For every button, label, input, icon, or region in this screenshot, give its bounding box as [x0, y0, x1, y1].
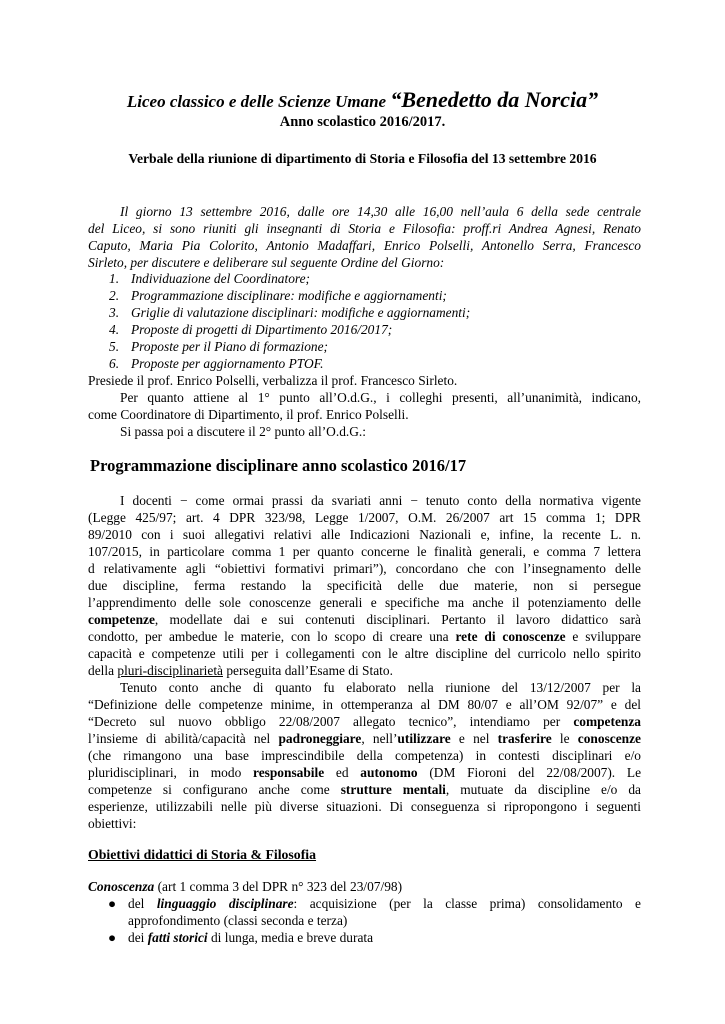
body-line: [88, 781, 641, 798]
body-text: e sviluppare: [565, 629, 641, 644]
body-text: del: [128, 896, 157, 911]
body-text: , modellate dai e sui contenuti disciplinari. Pertanto il lavoro didattico sarà: [154, 612, 641, 627]
bullet-item-continuation: approfondimento (classi seconda e terza): [128, 913, 348, 928]
body-text: : acquisizione (per la classe prima) consolidamento e: [293, 896, 642, 911]
body-text: competenze si configurano anche come: [88, 782, 341, 797]
knowledge-line: [88, 878, 402, 895]
body-text: e nel: [450, 731, 498, 746]
knowledge-reference: (art 1 comma 3 del DPR n° 323 del 23/07/98): [154, 879, 403, 894]
body-text: condotto, per ambedue le materie, con lo scopo di creare una: [88, 629, 456, 644]
body-line: I docenti − come ormai prassi da svariati anni − tenuto conto della normativa vigente: [120, 493, 641, 508]
body-text: di lunga, media e breve durata: [207, 930, 374, 945]
bold-term: competenze: [88, 612, 155, 627]
knowledge-label: Conoscenza: [88, 879, 155, 894]
body-text: della: [88, 663, 118, 678]
bullet-icon: ●: [108, 930, 117, 945]
body-line: “Definizione delle competenze minime, in ottemperanza al DM 80/07 e all’OM 92/07” e del: [88, 697, 641, 712]
agenda-item: [109, 355, 323, 372]
agenda-number: 3.: [109, 305, 120, 320]
agenda-item: [109, 338, 328, 355]
bullet-item: [108, 929, 373, 946]
school-year: Anno scolastico 2016/2017.: [279, 114, 446, 130]
body-line: (che rimangono una base imprescindibile della competenza) in contesti disciplinari e/o: [88, 748, 641, 763]
objectives-heading: Obiettivi didattici di Storia & Filosofia: [88, 847, 317, 862]
section-heading: Programmazione disciplinare anno scolastico 2016/17: [90, 456, 467, 475]
body-text: dei: [128, 930, 148, 945]
intro-line: Sirleto, per discutere e deliberare sul seguente Ordine del Giorno:: [88, 255, 445, 270]
bold-term: autonomo: [360, 765, 418, 780]
agenda-number: 4.: [109, 322, 120, 337]
agenda-number: 5.: [109, 339, 120, 354]
agenda-text: Individuazione del Coordinatore;: [131, 271, 311, 286]
agenda-text: Programmazione disciplinare: modifiche e aggiornamenti;: [131, 288, 447, 303]
body-text: ed: [324, 765, 361, 780]
agenda-item: [109, 304, 470, 321]
body-line: esperienze, utilizzabili nelle più diverse situazioni. Di conseguenza si ripropongono i seguenti: [88, 799, 641, 814]
body-line: [88, 730, 641, 747]
body-line: come Coordinatore di Dipartimento, il prof. Enrico Polselli.: [88, 407, 409, 422]
body-line: [88, 713, 641, 730]
body-line: [88, 662, 393, 679]
bold-term: trasferire: [497, 731, 552, 746]
body-line: due discipline, ferma restando la specificità delle due materie, non si persegue: [88, 578, 641, 593]
bold-term: competenza: [573, 714, 641, 729]
body-text: (DM Fioroni del 22/08/2007). Le: [417, 765, 642, 780]
agenda-number: 2.: [109, 288, 120, 303]
school-name-text: Liceo classico e delle Scienze Umane: [126, 92, 387, 111]
body-text: pluridisciplinari, in modo: [88, 765, 253, 780]
body-line: capacità e competenze utili per i collegamenti con le altre discipline del curricolo nello spirito: [88, 646, 641, 661]
body-line: Si passa poi a discutere il 2° punto all’O.d.G.:: [120, 424, 366, 439]
body-text: perseguita dall’Esame di Stato.: [222, 663, 393, 678]
body-line: [88, 628, 641, 645]
body-text: , mutuate da discipline e/o da: [445, 782, 642, 797]
chair-line: Presiede il prof. Enrico Polselli, verbalizza il prof. Francesco Sirleto.: [88, 373, 458, 388]
body-line: Tenuto conto anche di quanto fu elaborato nella riunione del 13/12/2007 per la: [120, 680, 641, 695]
agenda-item: [109, 270, 310, 287]
intro-line: del Liceo, si sono riuniti gli insegnanti di Storia e Filosofia: proff.ri Andrea Agnesi, Renato: [88, 221, 641, 236]
agenda-text: Proposte per aggiornamento PTOF.: [131, 356, 324, 371]
agenda-item: [109, 321, 392, 338]
body-line: 107/2015, in particolare comma 1 per quanto concerne le finalità generali, e comma 7 lettera: [88, 544, 641, 559]
school-patron: “Benedetto da Norcia”: [390, 87, 599, 112]
underlined-term: pluri-disciplinarietà: [117, 663, 223, 678]
agenda-number: 1.: [109, 271, 120, 286]
bold-italic-term: linguaggio disciplinare: [156, 896, 294, 911]
body-line: (Legge 425/97; art. 4 DPR 323/98, Legge 1/2007, O.M. 26/2007 art 15 comma 1; DPR: [88, 510, 641, 525]
bold-italic-term: fatti storici: [147, 930, 208, 945]
body-text: , nell’: [361, 731, 398, 746]
bold-term: responsabile: [253, 765, 325, 780]
bullet-item: [108, 895, 641, 912]
bold-term: conoscenze: [577, 731, 641, 746]
body-text: le: [551, 731, 578, 746]
body-line: 89/2010 con i suoi allegativi relativi alle Indicazioni Nazionali e, infine, la recente L. n.: [88, 527, 641, 542]
agenda-item: [109, 287, 447, 304]
body-line: [88, 764, 641, 781]
agenda-text: Proposte per il Piano di formazione;: [131, 339, 329, 354]
body-text: l’insieme di abilità/capacità nel: [88, 731, 279, 746]
bold-term: strutture mentali: [340, 782, 446, 797]
body-line: [88, 611, 641, 628]
body-text: “Decreto sul nuovo obbligo 22/08/2007 allegato tecnico”, intendiamo per: [88, 714, 574, 729]
bold-term: rete di conoscenze: [455, 629, 566, 644]
agenda-text: Griglie di valutazione disciplinari: modifiche e aggiornamenti;: [131, 305, 471, 320]
body-line: d relativamente agli “obiettivi formativi primari”), concordano che con l’insegnamento delle: [88, 561, 641, 576]
body-line: Per quanto attiene al 1° punto all’O.d.G., i colleghi presenti, all’unanimità, indicano,: [120, 390, 641, 405]
bold-term: utilizzare: [397, 731, 451, 746]
agenda-number: 6.: [109, 356, 120, 371]
body-line: obiettivi:: [88, 816, 137, 831]
agenda-text: Proposte di progetti di Dipartimento 2016/2017;: [131, 322, 393, 337]
intro-line: Il giorno 13 settembre 2016, dalle ore 14,30 alle 16,00 nell’aula 6 della sede centrale: [120, 204, 641, 219]
body-line: l’apprendimento delle sole conoscenze generali e specifiche ma anche il potenziamento delle: [88, 595, 641, 610]
document-title: Verbale della riunione di dipartimento di Storia e Filosofia del 13 settembre 2016: [128, 151, 597, 166]
bold-term: padroneggiare: [278, 731, 362, 746]
intro-line: Caputo, Maria Pia Colorito, Antonio Madaffari, Enrico Polselli, Antonello Serra, Francesco: [88, 238, 641, 253]
bullet-icon: ●: [108, 896, 117, 911]
school-name: [0, 88, 725, 114]
